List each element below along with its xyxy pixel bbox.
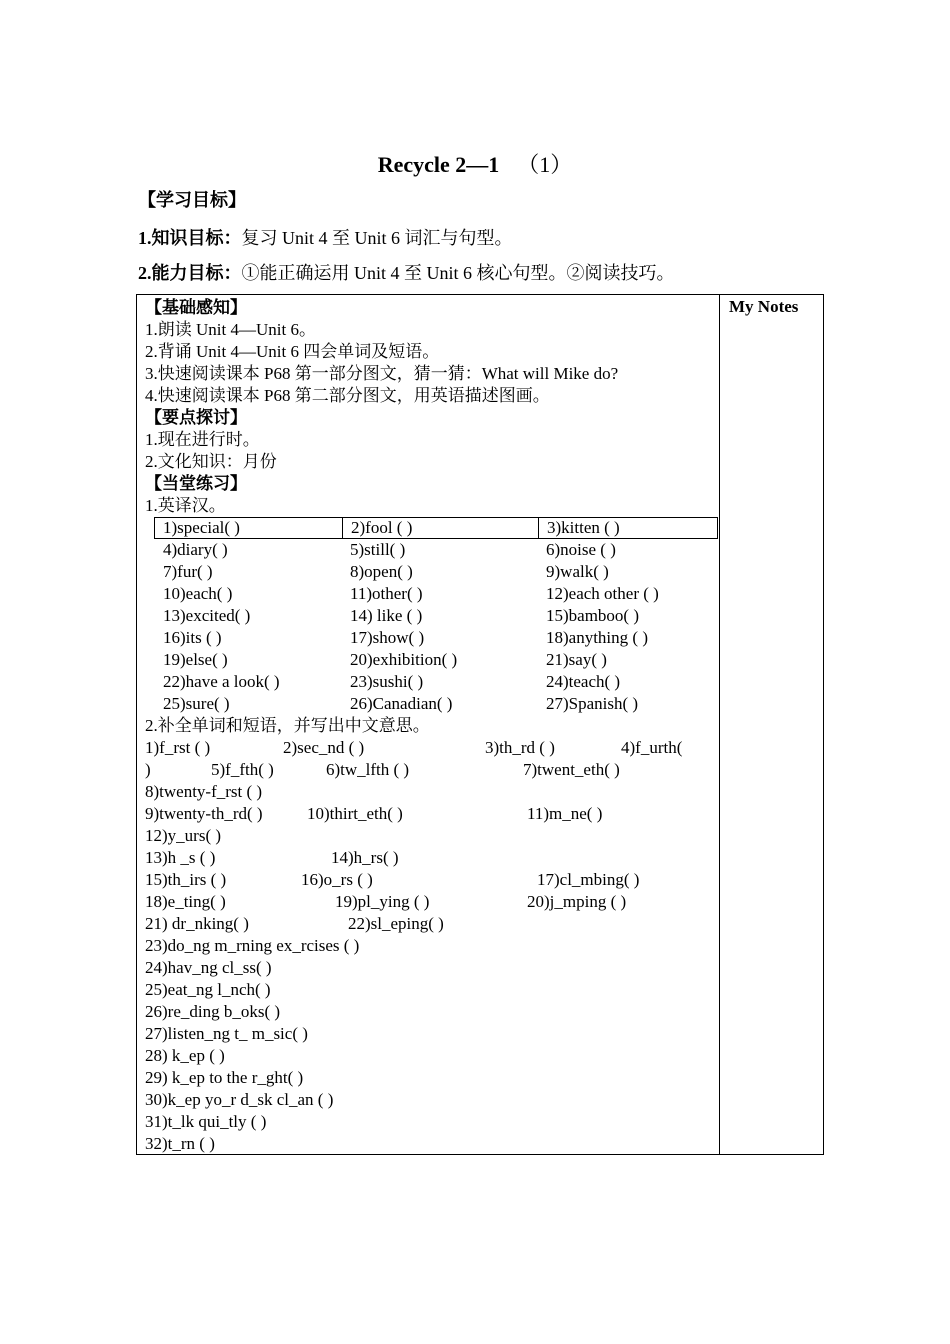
fill-item: 11)m_ne( ) [527, 804, 603, 823]
vocab-item: 14) like ( ) [350, 606, 423, 625]
vocab-item: 19)else( ) [163, 650, 228, 669]
vocab-item: 18)anything ( ) [546, 628, 648, 647]
vocab-item: 17)show( ) [350, 628, 425, 647]
fill-line [145, 759, 717, 781]
my-notes-heading: My Notes [729, 297, 799, 316]
vocab-row [145, 671, 717, 693]
vocab-row [145, 649, 717, 671]
fill-item: 4)f_urth( [621, 738, 683, 757]
practice-heading: 【当堂练习】 [145, 474, 247, 493]
fill-item: 3)th_rd ( ) [485, 738, 555, 757]
title-number: （1） [517, 152, 573, 177]
fill-item: 32)t_rn ( ) [145, 1134, 215, 1153]
key-heading: 【要点探讨】 [145, 408, 247, 427]
fill-line [145, 737, 717, 759]
fill-line [145, 781, 717, 803]
fill-item: 31)t_lk qui_tly ( ) [145, 1112, 267, 1131]
fill-item: 22)sl_eping( ) [348, 914, 444, 933]
fill-item: 7)twent_eth( ) [523, 760, 620, 779]
fill-item: 25)eat_ng l_nch( ) [145, 980, 271, 999]
fill-item: 29) k_ep to the r_ght( ) [145, 1068, 304, 1087]
fill-item: 14)h_rs( ) [331, 848, 399, 867]
fill-item: 1)f_rst ( ) [145, 738, 211, 757]
fill-item: 9)twenty-th_rd( ) [145, 804, 263, 823]
basic-item: 4.快速阅读课本 P68 第二部分图文，用英语描述图画。 [145, 386, 550, 405]
vocab-cell: 2)fool ( ) [342, 518, 538, 538]
vocab-item: 6)noise ( ) [546, 540, 616, 559]
vocab-item: 10)each( ) [163, 584, 233, 603]
vocab-item: 15)bamboo( ) [546, 606, 640, 625]
vocab-item: 27)Spanish( ) [546, 694, 639, 713]
vocab-item: 23)sushi( ) [350, 672, 424, 691]
vocab-row [145, 561, 717, 583]
fill-item: 23)do_ng m_rning ex_rcises ( ) [145, 936, 360, 955]
vocab-item: 4)diary( ) [163, 540, 228, 559]
vocab-boxed-row [154, 517, 718, 539]
fill-item: 16)o_rs ( ) [301, 870, 373, 889]
vocab-row [145, 627, 717, 649]
fill-item: 18)e_ting( ) [145, 892, 226, 911]
objectives-heading: 【学习目标】 [138, 190, 246, 210]
fill-line [145, 869, 717, 891]
fill-item: 30)k_ep yo_r d_sk cl_an ( ) [145, 1090, 334, 1109]
knowledge-objective [138, 224, 513, 250]
fill-item: 5)f_fth( ) [211, 760, 274, 779]
fill-item: 12)y_urs( ) [145, 826, 222, 845]
title-text: Recycle 2—1 [377, 152, 500, 177]
page-title [0, 148, 950, 179]
fill-item: 10)thirt_eth( ) [307, 804, 403, 823]
fill-item: 2)sec_nd ( ) [283, 738, 365, 757]
fill-item: 15)th_irs ( ) [145, 870, 227, 889]
key-item: 2.文化知识：月份 [145, 452, 277, 471]
vocab-item: 7)fur( ) [163, 562, 213, 581]
vocab-row [145, 583, 717, 605]
exercise2-title: 2.补全单词和短语，并写出中文意思。 [145, 716, 430, 735]
fill-line [145, 847, 717, 869]
fill-line [145, 803, 717, 825]
vocab-item: 8)open( ) [350, 562, 413, 581]
column-divider [719, 295, 720, 1154]
vocab-item: 16)its ( ) [163, 628, 222, 647]
vocab-cell: 1)special( ) [163, 518, 240, 537]
vocab-item: 11)other( ) [350, 584, 423, 603]
vocab-item: 22)have a look( ) [163, 672, 280, 691]
vocab-item: 20)exhibition( ) [350, 650, 458, 669]
vocab-item: 13)excited( ) [163, 606, 251, 625]
basic-item: 2.背诵 Unit 4—Unit 6 四会单词及短语。 [145, 342, 440, 361]
fill-item: 27)listen_ng t_ m_sic( ) [145, 1024, 308, 1043]
fill-item: 19)pl_ying ( ) [335, 892, 430, 911]
vocab-row [145, 605, 717, 627]
vocab-item: 24)teach( ) [546, 672, 621, 691]
vocab-row [145, 539, 717, 561]
fill-item: 26)re_ding b_oks( ) [145, 1002, 281, 1021]
ability-label: 2.能力目标： [138, 263, 242, 283]
vocab-item: 5)still( ) [350, 540, 406, 559]
worksheet-content [145, 297, 717, 1155]
fill-item: 28) k_ep ( ) [145, 1046, 225, 1065]
fill-line [145, 825, 717, 847]
vocab-item: 9)walk( ) [546, 562, 609, 581]
vocab-item: 26)Canadian( ) [350, 694, 453, 713]
vocab-cell: 3)kitten ( ) [538, 518, 717, 538]
exercise1-title: 1.英译汉。 [145, 496, 226, 515]
knowledge-text: 复习 Unit 4 至 Unit 6 词汇与句型。 [241, 228, 513, 248]
fill-item: 13)h _s ( ) [145, 848, 216, 867]
fill-line [145, 913, 717, 935]
fill-item: 24)hav_ng cl_ss( ) [145, 958, 272, 977]
vocab-item: 21)say( ) [546, 650, 607, 669]
key-item: 1.现在进行时。 [145, 430, 260, 449]
fill-item: ) [145, 760, 151, 779]
ability-text: ①能正确运用 Unit 4 至 Unit 6 核心句型。②阅读技巧。 [241, 263, 675, 283]
worksheet-table [136, 294, 824, 1155]
basic-item: 1.朗读 Unit 4—Unit 6。 [145, 320, 316, 339]
fill-item: 21) dr_nking( ) [145, 914, 249, 933]
knowledge-label: 1.知识目标： [138, 228, 242, 248]
ability-objective [138, 259, 675, 285]
fill-item: 8)twenty-f_rst ( ) [145, 782, 263, 801]
basic-heading: 【基础感知】 [145, 298, 247, 317]
vocab-row [145, 693, 717, 715]
basic-item: 3.快速阅读课本 P68 第一部分图文，猜一猜：What will Mike do? [145, 364, 619, 383]
fill-line [145, 891, 717, 913]
vocab-item: 25)sure( ) [163, 694, 230, 713]
fill-item: 17)cl_mbing( ) [537, 870, 640, 889]
fill-item: 20)j_mping ( ) [527, 892, 627, 911]
fill-item: 6)tw_lfth ( ) [326, 760, 410, 779]
vocab-item: 12)each other ( ) [546, 584, 659, 603]
